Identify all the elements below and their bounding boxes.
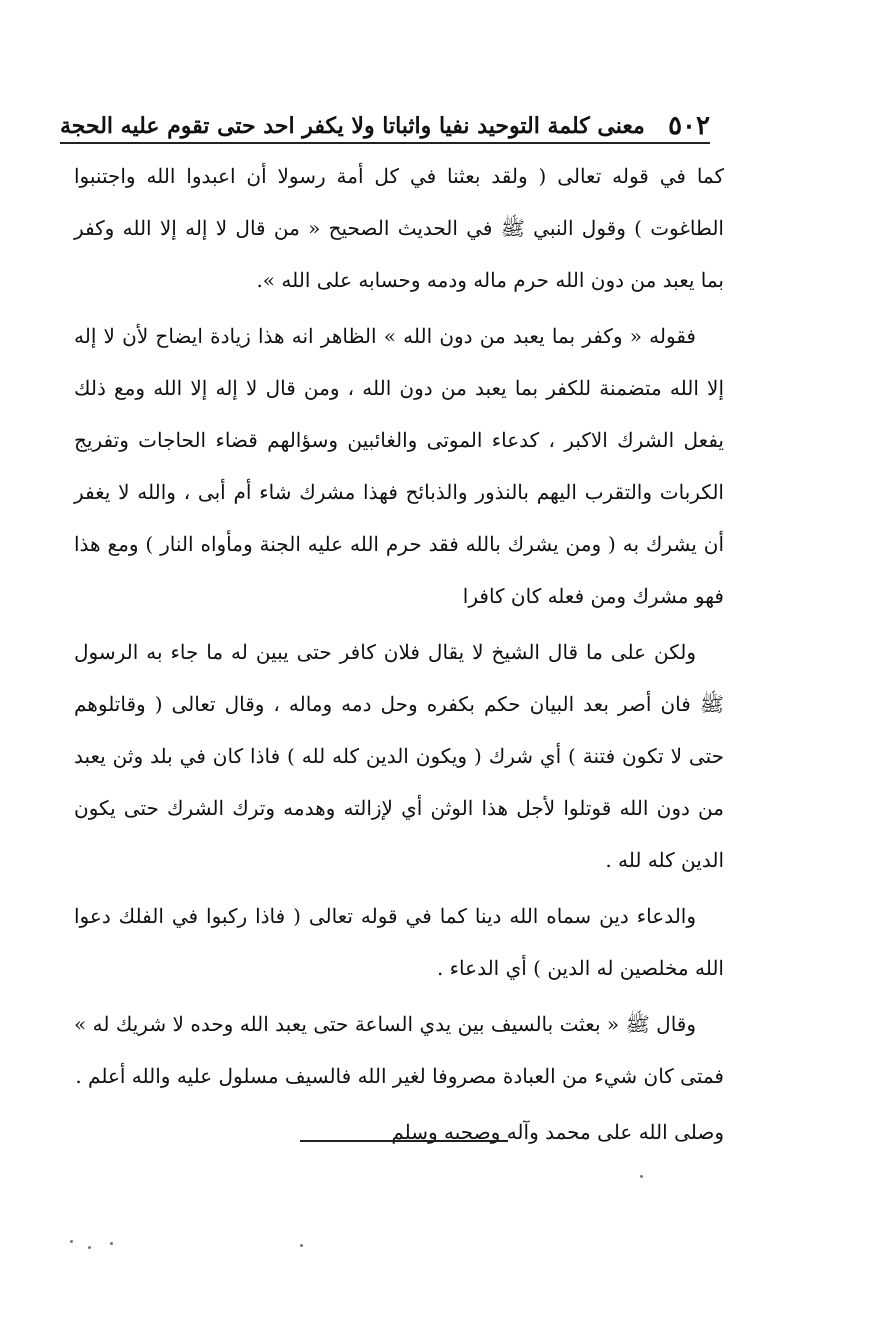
scan-speck xyxy=(300,1244,303,1247)
end-rule xyxy=(300,1140,508,1142)
closing-salutation: وصلى الله على محمد وآله وصحبه وسلم xyxy=(391,1120,724,1144)
scan-speck xyxy=(110,1242,113,1245)
body-text xyxy=(74,150,724,1162)
scan-speck xyxy=(88,1246,91,1249)
paragraph-sword-hadith: وقال ﷺ « بعثت بالسيف بين يدي الساعة حتى يعبد الله وحده لا شريك له » فمتى كان شيء من العبادة مصروفا لغير الله فالسيف مسلول عليه والله أعلم . xyxy=(74,1012,724,1088)
scan-speck xyxy=(70,1240,73,1243)
header-rule xyxy=(60,142,710,144)
running-title: معنى كلمة التوحيد نفيا واثباتا ولا يكفر احد حتى تقوم عليه الحجة xyxy=(60,113,645,139)
paragraph-explanation: فقوله « وكفر بما يعبد من دون الله » الظاهر انه هذا زيادة ايضاح لأن لا إله إلا الله متضمنة للكفر بما يعبد من دون الله ، ومن قال لا إله إلا الله ومع ذلك يفعل الشرك الاكبر ، كدعاء الموتى والغائبين وسؤالهم قضاء الحاجات وتفريج الكربات والتقرب اليهم بالنذور والذبائح فهذا مشرك شاء أم أبى ، والله لا يغفر أن يشرك به ( ومن يشرك بالله فقد حرم الله عليه الجنة ومأواه النار ) ومع هذا فهو مشرك ومن فعله كان كافرا xyxy=(74,324,724,608)
paragraph-dua-is-religion: والدعاء دين سماه الله دينا كما في قوله تعالى ( فاذا ركبوا في الفلك دعوا الله مخلصين له الدين ) أي الدعاء . xyxy=(74,904,724,980)
paragraph-quran-hadith: كما في قوله تعالى ( ولقد بعثنا في كل أمة رسولا أن اعبدوا الله واجتنبوا الطاغوت ) وقول النبي ﷺ في الحديث الصحيح « من قال لا إله إلا الله وكفر بما يعبد من دون الله حرم ماله ودمه وحسابه على الله ». xyxy=(74,164,724,292)
scan-speck xyxy=(640,1175,643,1178)
page-number: ٥٠٢ xyxy=(668,111,710,141)
page-header xyxy=(60,88,710,140)
paragraph-sheikh-ruling: ولكن على ما قال الشيخ لا يقال فلان كافر حتى يبين له ما جاء به الرسول ﷺ فان أصر بعد البيان حكم بكفره وحل دمه وماله ، وقال تعالى ( وقاتلوهم حتى لا تكون فتنة ) أي شرك ( ويكون الدين كله لله ) فاذا كان في بلد وثن يعبد من دون الله قوتلوا لأجل هذا الوثن أي لإزالته وهدمه وترك الشرك حتى يكون الدين كله لله . xyxy=(74,640,724,872)
